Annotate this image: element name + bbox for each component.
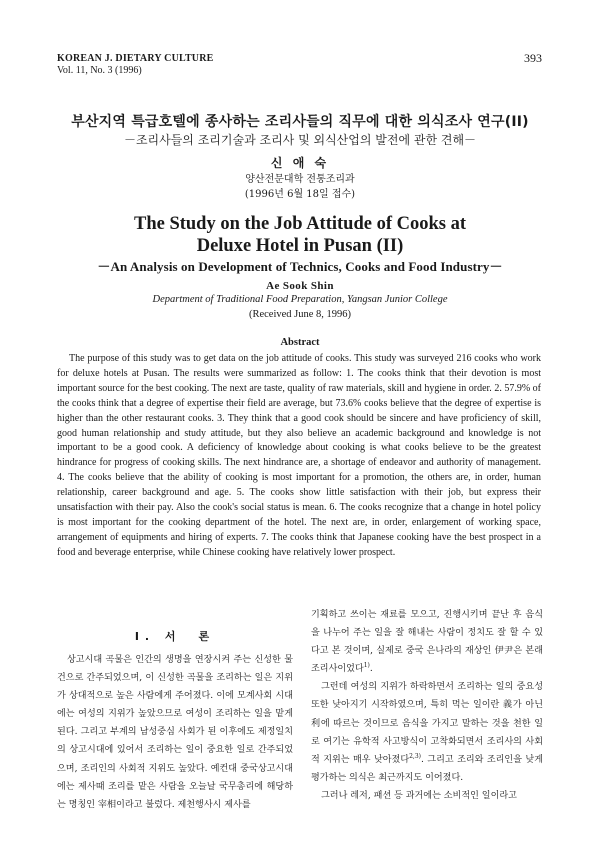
abstract-text: The purpose of this study was to get data on the job attitude of cooks. This study was surveyed 216 cooks who work for deluxe hotels at Pusan. The results were summarized as follow: 1. The cooks think that their devotion is most important source for the best cooking. The next are taste, quality of raw materials, skill and hygiene in order. 2. 57.9% of the cooks think that a degree of expertise their field are average, but 73.6% cooks believe that the degree of expertise is higher than the other restaurant cooks. 3. They think that a good cook should be sincere and have proficiency of skill, good human relationship and study attitude, but they also believe an academic background and knowledge is not important to be a good cook. A deficiency of knowledge about cooking is what cooks believe to be the greatest hindrance for progress of cooking skills. The next hindrance are, a shortage of endeavor and authority of management. 4. The cooks believe that the ability of cooking is most important for a promotion, the others are, in order, human relationship, career background and age. 5. The cooks show little satisfaction with their job, but express their unsatisfaction with their pay. Also the cook's social status is mean. 6. The cooks recognize that a change in hotel policy is most important for the cooking department of the hotel. The next are, in order, enlargement of working space, arrangement of equipments and hiring of experts. 7. The cooks think that Japanese cooking have the best prospect in a food and beverage enterprise, while Chinese cooking have relatively lower prospect. (57, 353, 541, 558)
english-title (40, 213, 560, 257)
citation-marker: 2,3) (409, 752, 421, 760)
korean-author: 신 애 숙 (270, 156, 330, 170)
korean-title: 부산지역 특급호텔에 종사하는 조리사들의 직무에 대한 의식조사 연구(II) (71, 114, 529, 130)
korean-affiliation: 양산전문대학 전통조리과 (245, 174, 355, 185)
page-number: 393 (524, 51, 542, 65)
body-right-column (311, 606, 543, 805)
abstract-heading: Abstract (280, 337, 320, 348)
body-paragraph: 그러나 레저, 패션 등 과거에는 소비적인 일이라고 (321, 790, 517, 801)
journal-name: KOREAN J. DIETARY CULTURE (57, 53, 214, 64)
body-paragraph (311, 606, 543, 678)
body-text: 그런데 여성의 지위가 하락하면서 조리하는 일의 중요성 또한 낮아지기 시작하였으며, 특히 먹는 일이란 義가 아닌 利에 따르는 것이므로 음식을 가지고 말하는 것을 천한 일로 여기는 유학적 사고방식이 고착화되면서 조리사의 사회적 지위는 매우 낮아졌다 (311, 682, 543, 765)
english-title-line1: The Study on the Job Attitude of Cooks at (133, 214, 467, 234)
body-paragraph (311, 678, 543, 787)
english-title-line2: Deluxe Hotel in Pusan (II) (196, 236, 404, 256)
body-paragraph: 상고시대 곡물은 인간의 생명을 연장시켜 주는 신성한 물건으로 간주되었으며, 이 신성한 곡물을 조리하는 일은 지위가 상대적으로 높은 사람에게 주어졌다. 이에 모계사회 시대에는 여성의 지위가 높았으므로 여성이 조리하는 일을 맡게 된다. 그리고 부계의 남성중심 사회가 된 이후에도 제정일치의 상고시대에 있어서 조리하는 일이 중요한 일로 간주되었으며, 조리인의 사회적 지위도 높았다. 예컨대 중국상고시대에는 제사때 조리를 맡은 사람을 오늘날 국무총리에 해당하는 명칭인 宰相이라고 불렀다. 제천행사시 제사를 (57, 655, 293, 810)
korean-subtitle: －조리사들의 조리기술과 조리사 및 외식산업의 발전에 관한 견해－ (123, 133, 477, 147)
korean-received-date: (1996년 6월 18일 접수) (244, 189, 356, 200)
english-author: Ae Sook Shin (266, 280, 334, 292)
english-subtitle: －An Analysis on Development of Technics, Cooks and Food Industry－ (97, 259, 503, 274)
body-text: 기획하고 쓰이는 재료를 모으고, 진행시키며 끝난 후 음식을 나누어 주는 일을 잘 해내는 사람이 정치도 잘 할 수 있다고 본 것이며, 실제로 중국 은나라의 재상인 伊尹은 본래 조리사이었다 (311, 610, 543, 675)
journal-volume: Vol. 11, No. 3 (1996) (57, 65, 142, 76)
english-affiliation: Department of Traditional Food Preparation, Yangsan Junior College (152, 294, 448, 305)
body-text: . 그리고 조리와 조리인을 낮게 평가하는 의식은 최근까지도 이어졌다. (311, 754, 543, 783)
body-left-column (57, 626, 293, 814)
section-heading-introduction: I. 서 론 (134, 630, 216, 643)
english-received-date: (Received June 8, 1996) (248, 309, 352, 320)
journal-header (57, 53, 214, 77)
body-text: . (369, 664, 373, 675)
citation-marker: 1) (363, 662, 370, 670)
